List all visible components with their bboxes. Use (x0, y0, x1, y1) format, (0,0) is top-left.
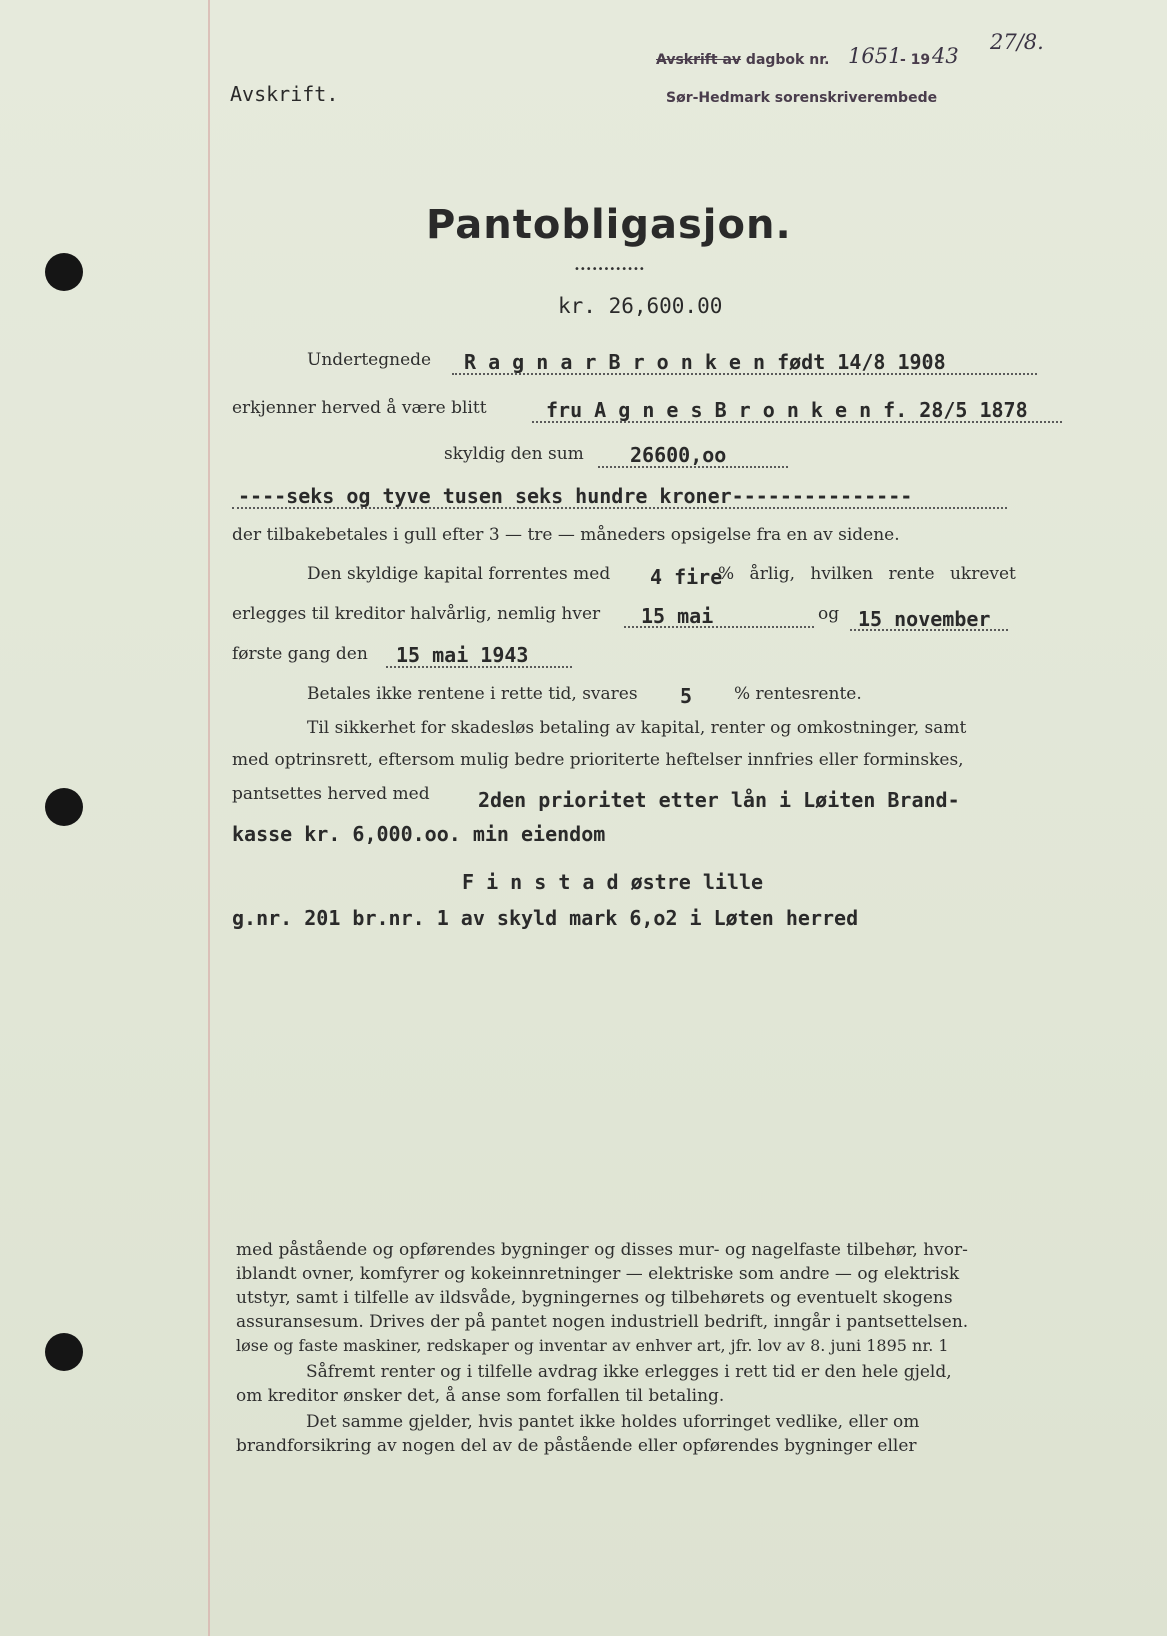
legal-p3-line-2: brandforsikring av nogen del av de påstående eller opførendes bygninger eller (236, 1436, 917, 1456)
avskrift-label: Avskrift. (230, 82, 339, 106)
stamp-prefix: Avskrift av (656, 52, 742, 68)
legal-p1-line-4: assuransesum. Drives der på pantet nogen industriell bedrift, inngår i pantsettelsen. (236, 1312, 969, 1332)
undertegnede-label: Undertegnede (307, 350, 432, 370)
erkjenner-dotline (532, 421, 1062, 423)
legal-p2-line-2: om kreditor ønsker det, å anse som forfallen til betaling. (236, 1386, 725, 1406)
legal-p3-line-1: Det samme gjelder, hvis pantet ikke holdes uforringet vedlike, eller om (306, 1412, 920, 1432)
skyldig-value: 26600,oo (630, 443, 727, 467)
payment-date-1: 15 mai (641, 604, 714, 628)
rente-prefix: Betales ikke rentene i rette tid, svares (307, 684, 638, 704)
skyldig-dotline (598, 466, 788, 468)
pantsettes-label: pantsettes herved med (232, 784, 430, 804)
interest-rate: 4 fire (650, 565, 723, 589)
legal-p1-line-1: med påstående og opførendes bygninger og disses mur- og nagelfaste tilbehør, hvor- (236, 1240, 968, 1260)
erlegges-prefix: erlegges til kreditor halvårlig, nemlig hver (232, 604, 601, 624)
binder-hole-top (45, 253, 83, 291)
legal-p1-line-3: utstyr, samt i tilfelle av ildsvåde, bygningernes og tilbehørets og eventuelt skogens (236, 1288, 953, 1308)
kapital-suffix: % årlig, hvilken rente ukrevet (718, 564, 1016, 584)
title-underline: •••••••••••• (574, 264, 645, 275)
margin-line (208, 0, 210, 1636)
payment-date-2-dotline (850, 629, 1008, 631)
rente-suffix: % rentesrente. (734, 684, 862, 704)
priority-line-2: kasse kr. 6,000.oo. min eiendom (232, 822, 606, 846)
payment-date-2: 15 november (858, 607, 991, 631)
legal-paragraph-1 (236, 1238, 1016, 1358)
first-payment-date: 15 mai 1943 (396, 643, 529, 667)
erlegges-og: og (818, 604, 840, 624)
property-name: F i n s t a d østre lille (462, 870, 764, 894)
payment-date-1-dotline (624, 626, 814, 628)
legal-p2-line-1: Såfremt renter og i tilfelle avdrag ikke erlegges i rett tid er den hele gjeld, (306, 1362, 952, 1382)
undertegnede-value: R a g n a r B r o n k e n født 14/8 1908 (464, 350, 946, 374)
amount-words-dotline (232, 507, 1007, 509)
kapital-prefix: Den skyldige kapital forrentes med (307, 564, 611, 584)
binder-hole-bottom (45, 1333, 83, 1371)
stamp-date: 27/8. (990, 30, 1044, 54)
binder-hole-middle (45, 788, 83, 826)
amount-in-words: ----seks og tyve tusen seks hundre kroner--------------- (238, 484, 913, 508)
amount-line: kr. 26,600.00 (558, 294, 723, 318)
property-details: g.nr. 201 br.nr. 1 av skyld mark 6,o2 i Løten herred (232, 906, 859, 930)
stamp-office: Sør-Hedmark sorenskriverembede (666, 90, 938, 106)
security-line-2: med optrinsrett, eftersom mulig bedre prioriterte heftelser innfries eller forminskes, (232, 750, 964, 770)
document-title: Pantobligasjon. (426, 202, 792, 248)
erkjenner-label: erkjenner herved å være blitt (232, 398, 487, 418)
legal-paragraph-2 (236, 1360, 1016, 1408)
penalty-rate: 5 (680, 684, 693, 708)
skyldig-label: skyldig den sum (444, 444, 584, 464)
priority-line-1: 2den prioritet etter lån i Løiten Brand- (478, 788, 960, 812)
first-payment-dotline (386, 666, 572, 668)
stamp-dagbok-number: 1651 (848, 44, 902, 68)
security-line-1: Til sikkerhet for skadesløs betaling av kapital, renter og omkostninger, samt (307, 718, 967, 738)
legal-p1-line-5: løse og faste maskiner, redskaper og inventar av enhver art, jfr. lov av 8. juni 1895 nr. 1 (236, 1336, 949, 1355)
registry-stamp (656, 52, 829, 68)
forste-gang-label: første gang den (232, 644, 368, 664)
undertegnede-dotline (452, 373, 1037, 375)
repayment-terms: der tilbakebetales i gull efter 3 — tre — måneders opsigelse fra en av sidene. (232, 525, 900, 545)
stamp-year: 43 (932, 44, 959, 68)
stamp-dagbok-label: dagbok nr. (745, 52, 830, 68)
erkjenner-value: fru A g n e s B r o n k e n f. 28/5 1878 (546, 398, 1028, 422)
stamp-year-prefix: - 19 (900, 52, 931, 68)
legal-paragraph-3 (236, 1410, 1016, 1458)
legal-p1-line-2: iblandt ovner, komfyrer og kokeinnretninger — elektriske som andre — og elektrisk (236, 1264, 960, 1284)
